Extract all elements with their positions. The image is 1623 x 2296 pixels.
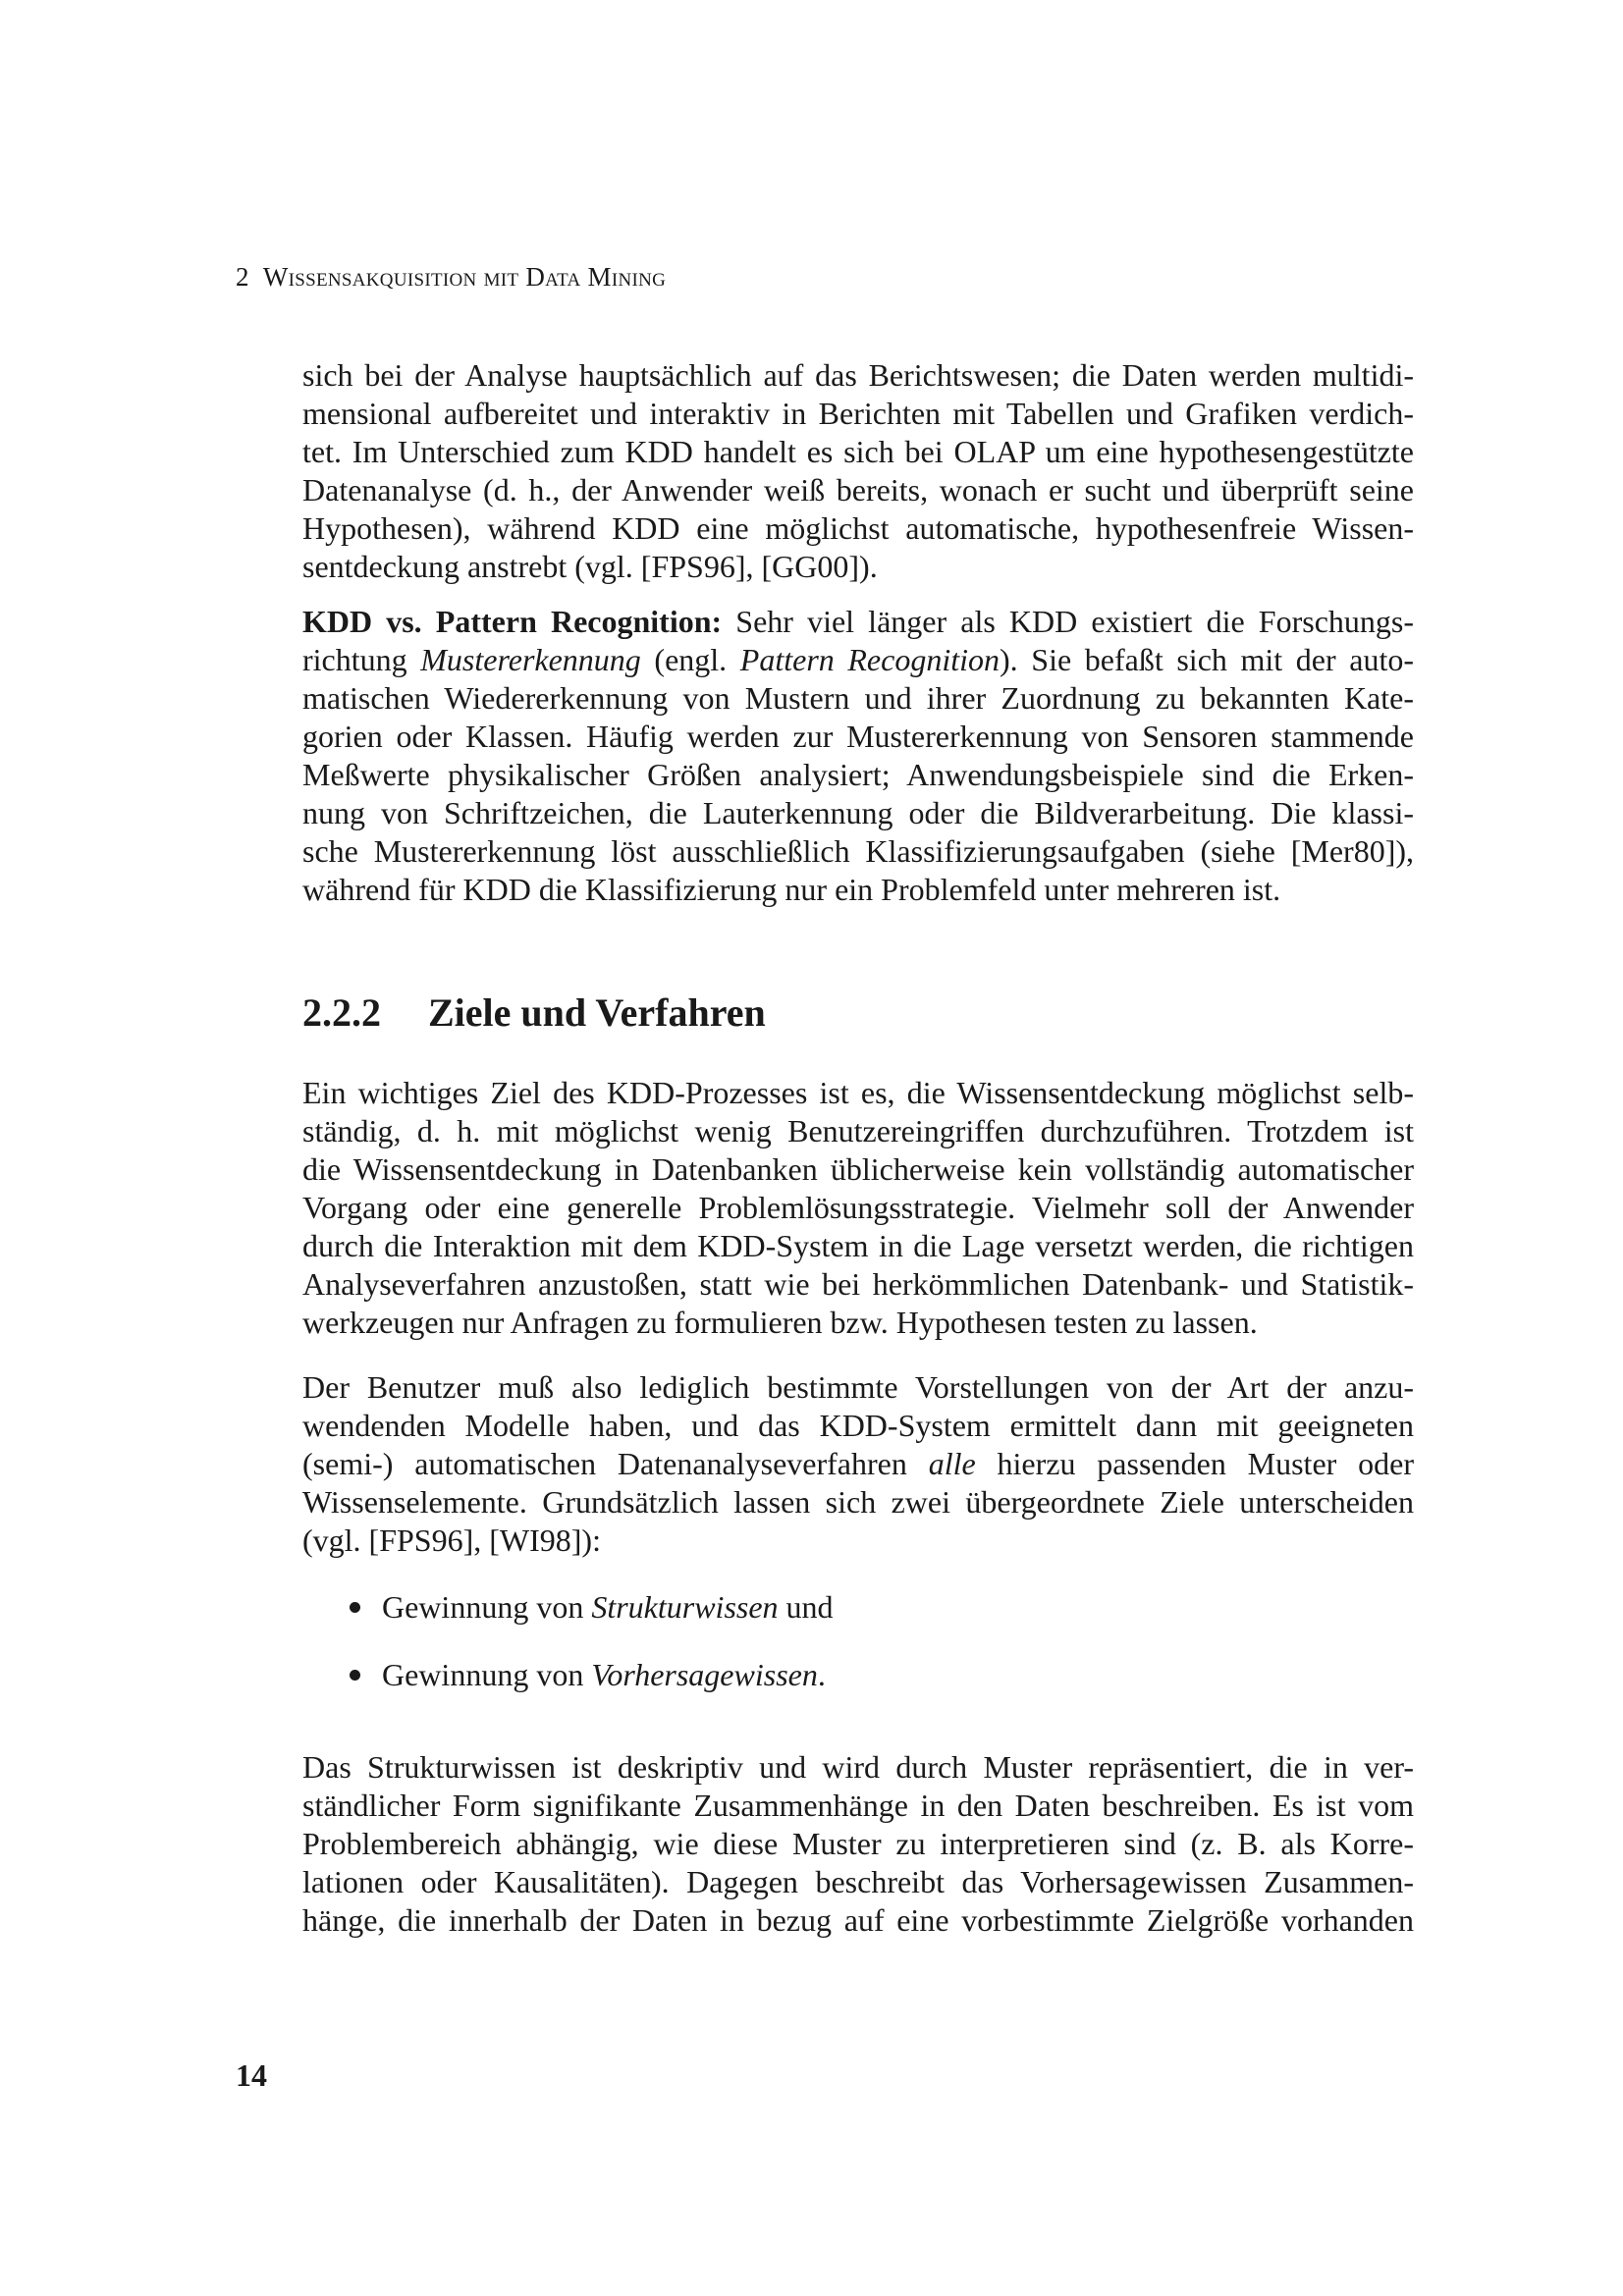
bullet-item — [350, 1588, 834, 1627]
page-number: 14 — [236, 2057, 267, 2093]
text-line — [302, 1304, 1414, 1342]
text-run: (vgl. [FPS96], [WI98]): — [302, 1522, 601, 1558]
text-line — [302, 433, 1414, 471]
emphasis-run: Mustererkennung — [420, 642, 641, 677]
text-run: Das Strukturwissen ist deskriptiv und wird durch Muster repräsentiert, die in ver- — [302, 1749, 1414, 1785]
text-run: durch die Interaktion mit dem KDD-System in die Lage versetzt werden, die richtigen — [302, 1228, 1414, 1263]
text-line — [302, 1074, 1414, 1112]
running-header — [236, 259, 666, 294]
bold-run: KDD vs. Pattern Recognition: — [302, 604, 723, 639]
emphasis-run: Strukturwissen — [591, 1589, 779, 1625]
text-run: die Wissensentdeckung in Datenbanken üblicherweise kein vollständig automatischer — [302, 1151, 1414, 1187]
text-run: ). Sie befaßt sich mit der auto- — [1000, 642, 1415, 677]
text-run: (engl. — [640, 642, 740, 677]
text-line — [302, 1825, 1414, 1863]
text-run: (semi-) automatischen Datenanalyseverfahren — [302, 1446, 929, 1481]
section-number: 2.2.2 — [302, 990, 381, 1035]
text-line — [302, 1112, 1414, 1150]
text-run: Problembereich abhängig, wie diese Muster zu interpretieren sind (z. B. als Korre- — [302, 1826, 1414, 1861]
text-run: Sehr viel länger als KDD existiert die Forschungs- — [722, 604, 1415, 639]
emphasis-run: Pattern Recognition — [739, 642, 1001, 677]
text-run: werkzeugen nur Anfragen zu formulieren bzw. Hypothesen testen zu lassen. — [302, 1305, 1258, 1340]
text-run: Datenanalyse (d. h., der Anwender weiß bereits, wonach er sucht und überprüft seine — [302, 472, 1414, 507]
text-run: hierzu passenden Muster oder — [975, 1446, 1415, 1481]
text-line — [302, 1150, 1414, 1189]
text-run: ständlicher Form signifikante Zusammenhänge in den Daten beschreiben. Es ist vom — [302, 1788, 1414, 1823]
text-line — [302, 1189, 1414, 1227]
paragraph — [302, 1074, 1414, 1342]
text-run: Meßwerte physikalischer Größen analysiert; Anwendungsbeispiele sind die Erken- — [302, 757, 1414, 792]
text-run: und — [778, 1589, 834, 1625]
text-run: Ein wichtiges Ziel des KDD-Prozesses ist es, die Wissensentdeckung möglichst selb- — [302, 1075, 1414, 1110]
text-run: während für KDD die Klassifizierung nur ein Problemfeld unter mehreren ist. — [302, 872, 1281, 907]
text-run: sche Mustererkennung löst ausschließlich Klassifizierungsaufgaben (siehe [Mer80]), — [302, 833, 1414, 869]
text-run: lationen oder Kausalitäten). Dagegen beschreibt das Vorhersagewissen Zusammen- — [302, 1864, 1414, 1899]
text-run: Gewinnung von — [382, 1589, 592, 1625]
text-line — [302, 718, 1414, 756]
text-line — [302, 1483, 1414, 1522]
text-line — [302, 641, 1414, 679]
text-run: Hypothesen), während KDD eine möglichst automatische, hypothesenfreie Wissen- — [302, 510, 1414, 546]
text-line — [302, 1407, 1414, 1445]
text-line — [302, 1265, 1414, 1304]
text-run: mensional aufbereitet und interaktiv in Berichten mit Tabellen und Grafiken verdich- — [302, 396, 1414, 431]
bullet-icon — [350, 1602, 360, 1613]
text-run: hänge, die innerhalb der Daten in bezug auf eine vorbestimmte Zielgröße vorhanden — [302, 1902, 1414, 1938]
paragraph — [302, 1368, 1414, 1560]
chapter-number: 2 — [236, 262, 249, 292]
text-run: Vorgang oder eine generelle Problemlösungsstrategie. Vielmehr soll der Anwender — [302, 1190, 1414, 1225]
text-line — [302, 1863, 1414, 1901]
text-run: Analyseverfahren anzustoßen, statt wie bei herkömmlichen Datenbank- und Statistik- — [302, 1266, 1414, 1302]
text-line — [302, 395, 1414, 433]
chapter-title: Wissensakquisition mit Data Mining — [262, 262, 667, 292]
text-run: . — [817, 1657, 826, 1692]
text-line — [302, 1522, 1414, 1560]
text-run: tet. Im Unterschied zum KDD handelt es sich bei OLAP um eine hypothesengestützte — [302, 434, 1414, 469]
text-run: sich bei der Analyse hauptsächlich auf das Berichtswesen; die Daten werden multidi- — [302, 357, 1414, 393]
text-run: sentdeckung anstrebt (vgl. [FPS96], [GG00]). — [302, 549, 878, 584]
bullet-icon — [350, 1670, 360, 1681]
section-title: Ziele und Verfahren — [428, 990, 766, 1035]
text-run: Gewinnung von — [382, 1657, 592, 1692]
text-line — [302, 509, 1414, 548]
text-line — [302, 794, 1414, 832]
text-run: Wissenselemente. Grundsätzlich lassen sich zwei übergeordnete Ziele unterscheiden — [302, 1484, 1414, 1520]
bullet-item — [350, 1656, 826, 1694]
text-run: nung von Schriftzeichen, die Lauterkennung oder die Bildverarbeitung. Die klassi- — [302, 795, 1414, 830]
text-line — [302, 679, 1414, 718]
text-line — [302, 1368, 1414, 1407]
text-line — [302, 1748, 1414, 1787]
text-line — [302, 603, 1414, 641]
text-line — [302, 1227, 1414, 1265]
text-line — [302, 1901, 1414, 1940]
paragraph — [302, 356, 1414, 586]
text-line — [302, 1787, 1414, 1825]
text-run: gorien oder Klassen. Häufig werden zur Mustererkennung von Sensoren stammende — [302, 719, 1414, 754]
text-run: Der Benutzer muß also lediglich bestimmte Vorstellungen von der Art der anzu- — [302, 1369, 1414, 1405]
text-line — [302, 756, 1414, 794]
emphasis-run: alle — [928, 1446, 976, 1481]
paragraph — [302, 1748, 1414, 1940]
paragraph — [302, 603, 1414, 909]
text-line — [302, 871, 1414, 909]
text-line — [302, 356, 1414, 395]
text-run: wendenden Modelle haben, und das KDD-System ermittelt dann mit geeigneten — [302, 1408, 1414, 1443]
text-line — [302, 1445, 1414, 1483]
text-line — [302, 548, 1414, 586]
text-run: matischen Wiedererkennung von Mustern und ihrer Zuordnung zu bekannten Kate- — [302, 680, 1414, 716]
text-run: richtung — [302, 642, 421, 677]
section-heading — [302, 989, 766, 1037]
text-line — [302, 471, 1414, 509]
emphasis-run: Vorhersagewissen — [591, 1657, 818, 1692]
text-line — [302, 832, 1414, 871]
text-run: ständig, d. h. mit möglichst wenig Benutzereingriffen durchzuführen. Trotzdem ist — [302, 1113, 1414, 1148]
